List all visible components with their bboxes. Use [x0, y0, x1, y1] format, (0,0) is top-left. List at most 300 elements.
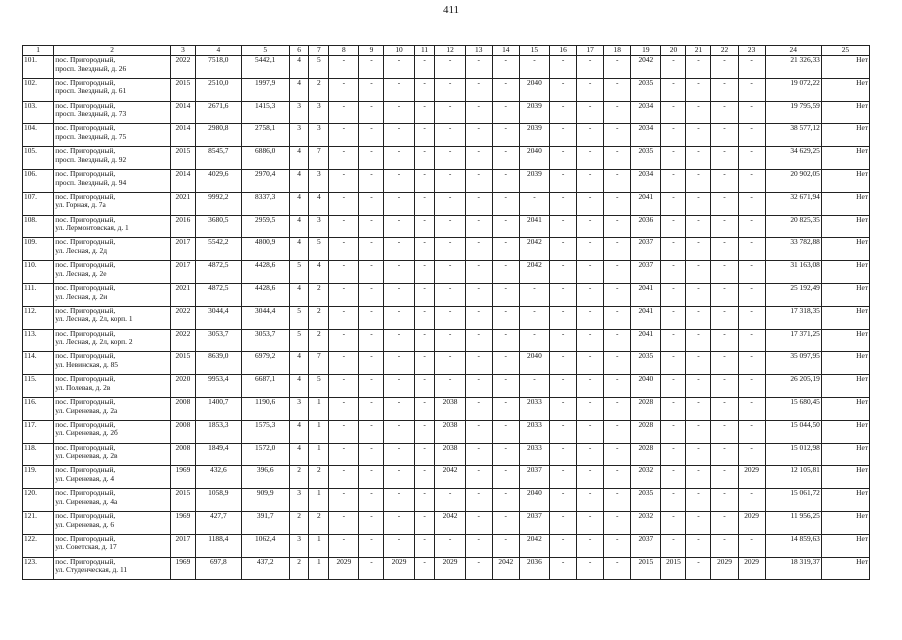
- value-cell: -: [492, 375, 519, 398]
- cost-cell: 15 061,72: [765, 489, 821, 512]
- value-cell: 4872,5: [195, 261, 241, 284]
- value-cell: -: [738, 147, 765, 170]
- value-cell: -: [384, 306, 414, 329]
- value-cell: -: [661, 420, 686, 443]
- value-cell: -: [414, 238, 435, 261]
- flag-cell: Нет: [821, 147, 869, 170]
- address-cell: пос. Пригородный, ул. Полевая, д. 2в: [54, 375, 171, 398]
- table-row: [23, 420, 870, 443]
- cost-cell: 19 795,59: [765, 101, 821, 124]
- value-cell: -: [577, 329, 604, 352]
- value-cell: -: [711, 420, 738, 443]
- value-cell: -: [711, 283, 738, 306]
- value-cell: -: [435, 169, 465, 192]
- value-cell: -: [435, 238, 465, 261]
- value-cell: -: [686, 101, 711, 124]
- value-cell: -: [577, 192, 604, 215]
- value-cell: -: [711, 329, 738, 352]
- value-cell: -: [519, 306, 549, 329]
- value-cell: 2035: [631, 352, 661, 375]
- value-cell: 3: [309, 215, 329, 238]
- cost-cell: 19 072,22: [765, 78, 821, 101]
- value-cell: -: [359, 101, 384, 124]
- value-cell: -: [550, 192, 577, 215]
- value-cell: -: [604, 147, 631, 170]
- value-cell: -: [435, 124, 465, 147]
- value-cell: -: [414, 101, 435, 124]
- column-number-header: 6: [289, 46, 309, 56]
- value-cell: -: [577, 124, 604, 147]
- value-cell: 3: [289, 489, 309, 512]
- value-cell: 2042: [519, 261, 549, 284]
- value-cell: -: [465, 261, 492, 284]
- row-number-cell: 117.: [23, 420, 54, 443]
- value-cell: -: [359, 215, 384, 238]
- value-cell: 396,6: [241, 466, 289, 489]
- value-cell: -: [661, 511, 686, 534]
- value-cell: -: [384, 375, 414, 398]
- value-cell: -: [738, 420, 765, 443]
- value-cell: -: [686, 329, 711, 352]
- value-cell: -: [604, 306, 631, 329]
- value-cell: -: [550, 352, 577, 375]
- cost-cell: 15 680,45: [765, 397, 821, 420]
- value-cell: -: [604, 443, 631, 466]
- value-cell: -: [465, 306, 492, 329]
- value-cell: -: [359, 375, 384, 398]
- value-cell: 8639,0: [195, 352, 241, 375]
- value-cell: 2029: [738, 557, 765, 580]
- value-cell: -: [711, 215, 738, 238]
- value-cell: 2033: [519, 443, 549, 466]
- value-cell: -: [604, 397, 631, 420]
- value-cell: 2040: [519, 147, 549, 170]
- column-number-header: 7: [309, 46, 329, 56]
- value-cell: -: [492, 215, 519, 238]
- value-cell: -: [384, 215, 414, 238]
- value-cell: -: [359, 466, 384, 489]
- value-cell: 4872,5: [195, 283, 241, 306]
- value-cell: -: [686, 56, 711, 79]
- value-cell: 1572,0: [241, 443, 289, 466]
- value-cell: -: [577, 397, 604, 420]
- value-cell: -: [465, 78, 492, 101]
- address-cell: пос. Пригородный, ул. Лесная, д. 2е: [54, 261, 171, 284]
- value-cell: 5442,1: [241, 56, 289, 79]
- value-cell: -: [359, 283, 384, 306]
- value-cell: -: [686, 283, 711, 306]
- value-cell: 2029: [738, 466, 765, 489]
- value-cell: 2: [309, 511, 329, 534]
- value-cell: -: [738, 238, 765, 261]
- value-cell: -: [738, 124, 765, 147]
- value-cell: -: [359, 329, 384, 352]
- row-number-cell: 101.: [23, 56, 54, 79]
- cost-cell: 26 205,19: [765, 375, 821, 398]
- value-cell: 2510,0: [195, 78, 241, 101]
- table-row: [23, 306, 870, 329]
- value-cell: -: [435, 192, 465, 215]
- value-cell: -: [577, 169, 604, 192]
- value-cell: -: [492, 147, 519, 170]
- value-cell: 432,6: [195, 466, 241, 489]
- value-cell: -: [577, 375, 604, 398]
- value-cell: 2015: [170, 489, 195, 512]
- value-cell: 2039: [519, 169, 549, 192]
- flag-cell: Нет: [821, 192, 869, 215]
- value-cell: 2037: [631, 534, 661, 557]
- value-cell: 1: [309, 397, 329, 420]
- value-cell: 2015: [170, 147, 195, 170]
- value-cell: 2037: [631, 238, 661, 261]
- flag-cell: Нет: [821, 397, 869, 420]
- value-cell: -: [414, 511, 435, 534]
- value-cell: -: [414, 192, 435, 215]
- value-cell: -: [435, 78, 465, 101]
- table-row: [23, 283, 870, 306]
- value-cell: -: [329, 101, 359, 124]
- value-cell: 2015: [170, 352, 195, 375]
- value-cell: -: [711, 169, 738, 192]
- value-cell: -: [686, 238, 711, 261]
- value-cell: -: [604, 352, 631, 375]
- value-cell: 2: [309, 78, 329, 101]
- address-cell: пос. Пригородный, ул. Сиреневая, д. 4а: [54, 489, 171, 512]
- value-cell: -: [711, 375, 738, 398]
- column-number-header: 14: [492, 46, 519, 56]
- flag-cell: Нет: [821, 56, 869, 79]
- table-body: [23, 56, 870, 580]
- row-number-cell: 115.: [23, 375, 54, 398]
- value-cell: -: [661, 283, 686, 306]
- value-cell: 2022: [170, 56, 195, 79]
- value-cell: 2037: [519, 466, 549, 489]
- value-cell: -: [492, 443, 519, 466]
- value-cell: -: [604, 124, 631, 147]
- value-cell: -: [604, 329, 631, 352]
- value-cell: -: [414, 329, 435, 352]
- flag-cell: Нет: [821, 215, 869, 238]
- value-cell: 2036: [631, 215, 661, 238]
- value-cell: -: [550, 56, 577, 79]
- value-cell: -: [329, 78, 359, 101]
- value-cell: 1849,4: [195, 443, 241, 466]
- value-cell: -: [577, 283, 604, 306]
- value-cell: -: [686, 215, 711, 238]
- value-cell: -: [604, 169, 631, 192]
- value-cell: -: [604, 466, 631, 489]
- value-cell: -: [492, 56, 519, 79]
- cost-cell: 17 318,35: [765, 306, 821, 329]
- value-cell: 2040: [519, 489, 549, 512]
- address-cell: пос. Пригородный, ул. Сиреневая, д. 2б: [54, 420, 171, 443]
- value-cell: -: [577, 420, 604, 443]
- value-cell: -: [519, 192, 549, 215]
- column-number-header: 9: [359, 46, 384, 56]
- value-cell: -: [550, 283, 577, 306]
- value-cell: -: [384, 420, 414, 443]
- value-cell: -: [711, 443, 738, 466]
- value-cell: -: [329, 329, 359, 352]
- value-cell: -: [435, 534, 465, 557]
- value-cell: -: [492, 397, 519, 420]
- value-cell: 1969: [170, 511, 195, 534]
- value-cell: -: [329, 534, 359, 557]
- value-cell: 2038: [435, 397, 465, 420]
- value-cell: 2959,5: [241, 215, 289, 238]
- value-cell: -: [519, 329, 549, 352]
- cost-cell: 18 319,37: [765, 557, 821, 580]
- value-cell: -: [465, 215, 492, 238]
- value-cell: -: [492, 489, 519, 512]
- value-cell: -: [465, 557, 492, 580]
- value-cell: -: [604, 101, 631, 124]
- column-number-header: 11: [414, 46, 435, 56]
- table-row: [23, 192, 870, 215]
- value-cell: 4: [289, 192, 309, 215]
- value-cell: 1853,3: [195, 420, 241, 443]
- value-cell: -: [738, 261, 765, 284]
- value-cell: 4: [289, 352, 309, 375]
- value-cell: 2014: [170, 169, 195, 192]
- value-cell: -: [414, 557, 435, 580]
- value-cell: -: [686, 261, 711, 284]
- value-cell: -: [414, 283, 435, 306]
- value-cell: 2034: [631, 124, 661, 147]
- row-number-cell: 114.: [23, 352, 54, 375]
- value-cell: -: [711, 511, 738, 534]
- value-cell: 7: [309, 352, 329, 375]
- flag-cell: Нет: [821, 375, 869, 398]
- value-cell: 2: [289, 557, 309, 580]
- value-cell: 2033: [519, 420, 549, 443]
- column-number-header: 3: [170, 46, 195, 56]
- value-cell: -: [414, 56, 435, 79]
- value-cell: 2029: [384, 557, 414, 580]
- value-cell: -: [686, 375, 711, 398]
- value-cell: -: [414, 215, 435, 238]
- value-cell: -: [738, 306, 765, 329]
- value-cell: -: [359, 192, 384, 215]
- value-cell: 4: [289, 420, 309, 443]
- value-cell: -: [492, 238, 519, 261]
- value-cell: -: [550, 215, 577, 238]
- flag-cell: Нет: [821, 534, 869, 557]
- value-cell: -: [435, 101, 465, 124]
- value-cell: 2021: [170, 283, 195, 306]
- value-cell: 2038: [435, 420, 465, 443]
- value-cell: 2041: [631, 283, 661, 306]
- value-cell: 2: [289, 466, 309, 489]
- value-cell: -: [414, 261, 435, 284]
- address-cell: пос. Пригородный, ул. Лермонтовская, д. 1: [54, 215, 171, 238]
- value-cell: -: [465, 397, 492, 420]
- value-cell: -: [414, 420, 435, 443]
- value-cell: 2042: [435, 511, 465, 534]
- value-cell: -: [329, 261, 359, 284]
- value-cell: -: [384, 192, 414, 215]
- value-cell: -: [661, 261, 686, 284]
- value-cell: 3: [289, 101, 309, 124]
- column-number-header: 18: [604, 46, 631, 56]
- value-cell: -: [329, 306, 359, 329]
- value-cell: 4800,9: [241, 238, 289, 261]
- value-cell: -: [384, 283, 414, 306]
- value-cell: -: [465, 329, 492, 352]
- value-cell: 2015: [631, 557, 661, 580]
- value-cell: -: [465, 511, 492, 534]
- value-cell: 2029: [738, 511, 765, 534]
- row-number-cell: 110.: [23, 261, 54, 284]
- flag-cell: Нет: [821, 511, 869, 534]
- value-cell: -: [738, 534, 765, 557]
- cost-cell: 12 105,81: [765, 466, 821, 489]
- value-cell: -: [359, 443, 384, 466]
- value-cell: -: [359, 397, 384, 420]
- row-number-cell: 120.: [23, 489, 54, 512]
- table-row: [23, 124, 870, 147]
- value-cell: 1188,4: [195, 534, 241, 557]
- value-cell: -: [414, 489, 435, 512]
- value-cell: 2022: [170, 306, 195, 329]
- table-row: [23, 397, 870, 420]
- value-cell: -: [465, 489, 492, 512]
- value-cell: -: [414, 78, 435, 101]
- value-cell: -: [604, 238, 631, 261]
- value-cell: -: [492, 283, 519, 306]
- value-cell: -: [435, 375, 465, 398]
- value-cell: 5: [309, 56, 329, 79]
- value-cell: -: [329, 489, 359, 512]
- value-cell: 2029: [435, 557, 465, 580]
- value-cell: -: [550, 169, 577, 192]
- value-cell: -: [738, 101, 765, 124]
- value-cell: -: [414, 534, 435, 557]
- value-cell: 1190,6: [241, 397, 289, 420]
- value-cell: -: [435, 329, 465, 352]
- value-cell: 4: [289, 443, 309, 466]
- value-cell: -: [414, 466, 435, 489]
- value-cell: -: [604, 489, 631, 512]
- value-cell: -: [359, 306, 384, 329]
- table-row: [23, 169, 870, 192]
- value-cell: -: [492, 420, 519, 443]
- value-cell: -: [550, 534, 577, 557]
- value-cell: -: [359, 511, 384, 534]
- value-cell: -: [492, 306, 519, 329]
- row-number-cell: 103.: [23, 101, 54, 124]
- value-cell: 1058,9: [195, 489, 241, 512]
- value-cell: -: [329, 283, 359, 306]
- column-number-header: 15: [519, 46, 549, 56]
- value-cell: -: [550, 238, 577, 261]
- value-cell: -: [384, 329, 414, 352]
- value-cell: 3: [309, 169, 329, 192]
- value-cell: -: [577, 352, 604, 375]
- value-cell: -: [384, 261, 414, 284]
- value-cell: -: [359, 557, 384, 580]
- address-cell: пос. Пригородный, ул. Лесная, д. 2и: [54, 283, 171, 306]
- value-cell: 3: [309, 101, 329, 124]
- value-cell: -: [465, 56, 492, 79]
- value-cell: -: [550, 511, 577, 534]
- table-row: [23, 78, 870, 101]
- value-cell: -: [465, 192, 492, 215]
- table-row: [23, 375, 870, 398]
- value-cell: 5: [289, 306, 309, 329]
- value-cell: -: [711, 147, 738, 170]
- value-cell: 2022: [170, 329, 195, 352]
- value-cell: -: [711, 56, 738, 79]
- table-row: [23, 215, 870, 238]
- value-cell: -: [577, 261, 604, 284]
- table-row: [23, 466, 870, 489]
- value-cell: 2017: [170, 238, 195, 261]
- column-number-header: 17: [577, 46, 604, 56]
- cost-cell: 17 371,25: [765, 329, 821, 352]
- value-cell: -: [359, 352, 384, 375]
- value-cell: -: [686, 352, 711, 375]
- value-cell: -: [604, 375, 631, 398]
- cost-cell: 14 859,63: [765, 534, 821, 557]
- value-cell: -: [435, 489, 465, 512]
- value-cell: -: [550, 557, 577, 580]
- value-cell: -: [414, 124, 435, 147]
- row-number-cell: 109.: [23, 238, 54, 261]
- value-cell: 5542,2: [195, 238, 241, 261]
- value-cell: -: [359, 238, 384, 261]
- value-cell: 1969: [170, 466, 195, 489]
- value-cell: -: [329, 215, 359, 238]
- value-cell: -: [329, 124, 359, 147]
- value-cell: -: [465, 375, 492, 398]
- value-cell: -: [711, 261, 738, 284]
- value-cell: -: [359, 534, 384, 557]
- value-cell: 4: [289, 169, 309, 192]
- value-cell: -: [604, 557, 631, 580]
- value-cell: 2008: [170, 397, 195, 420]
- value-cell: -: [359, 169, 384, 192]
- flag-cell: Нет: [821, 238, 869, 261]
- value-cell: -: [661, 534, 686, 557]
- value-cell: -: [329, 56, 359, 79]
- value-cell: -: [492, 124, 519, 147]
- value-cell: -: [711, 101, 738, 124]
- value-cell: -: [329, 443, 359, 466]
- value-cell: -: [661, 215, 686, 238]
- value-cell: 8337,3: [241, 192, 289, 215]
- column-number-header: 4: [195, 46, 241, 56]
- registry-table: [22, 45, 870, 580]
- value-cell: 2758,1: [241, 124, 289, 147]
- value-cell: -: [661, 238, 686, 261]
- value-cell: -: [738, 397, 765, 420]
- value-cell: -: [738, 352, 765, 375]
- value-cell: 3053,7: [241, 329, 289, 352]
- value-cell: -: [384, 238, 414, 261]
- flag-cell: Нет: [821, 306, 869, 329]
- address-cell: пос. Пригородный, просп. Звездный, д. 26: [54, 56, 171, 79]
- value-cell: 6886,0: [241, 147, 289, 170]
- value-cell: -: [492, 352, 519, 375]
- value-cell: -: [738, 283, 765, 306]
- value-cell: -: [435, 352, 465, 375]
- value-cell: -: [738, 329, 765, 352]
- value-cell: 2041: [631, 306, 661, 329]
- value-cell: 2017: [170, 261, 195, 284]
- value-cell: -: [604, 420, 631, 443]
- column-number-header: 23: [738, 46, 765, 56]
